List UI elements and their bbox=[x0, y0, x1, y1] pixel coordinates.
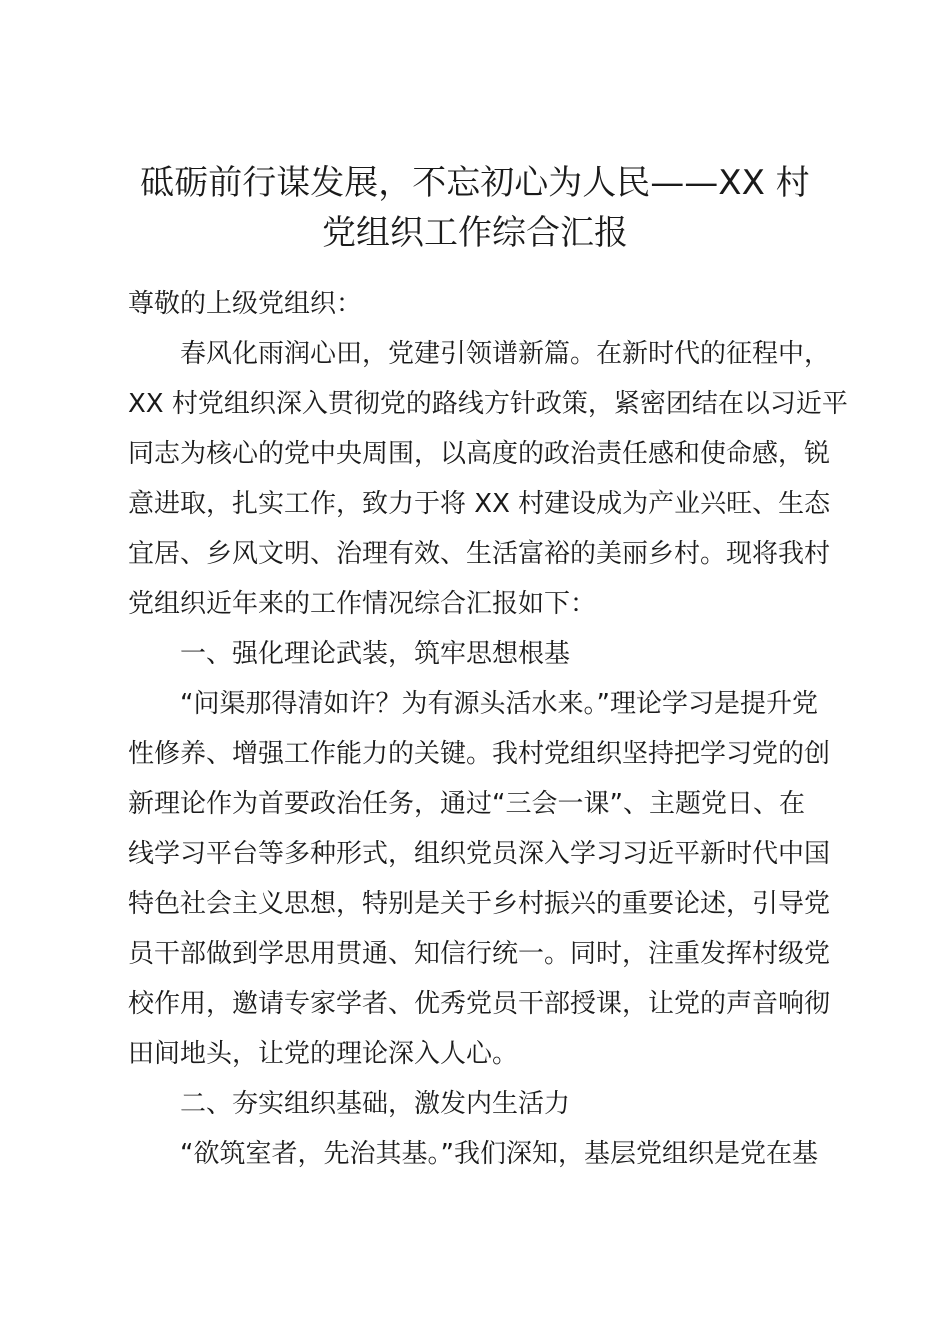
intro-line: 党组织近年来的工作情况综合汇报如下： bbox=[128, 589, 597, 619]
section-heading-2: 二、夯实组织基础，激发内生活力 bbox=[180, 1089, 571, 1119]
title-line-1: 砥砺前行谋发展，不忘初心为人民——XX 村 bbox=[140, 163, 810, 203]
section1-line: “问渠那得清如许？为有源头活水来。”理论学习是提升党 bbox=[180, 689, 818, 719]
salutation: 尊敬的上级党组织： bbox=[128, 289, 363, 319]
section1-line: 田间地头，让党的理论深入人心。 bbox=[128, 1039, 519, 1069]
section1-line: 员干部做到学思用贯通、知信行统一。同时，注重发挥村级党 bbox=[128, 939, 831, 969]
intro-line: 意进取，扎实工作，致力于将 XX 村建设成为产业兴旺、生态 bbox=[128, 489, 831, 519]
intro-line: 同志为核心的党中央周围，以高度的政治责任感和使命感，锐 bbox=[128, 439, 831, 469]
section1-line: 特色社会主义思想，特别是关于乡村振兴的重要论述，引导党 bbox=[128, 889, 831, 919]
section-heading-1: 一、强化理论武装，筑牢思想根基 bbox=[180, 639, 571, 669]
intro-line: XX 村党组织深入贯彻党的路线方针政策，紧密团结在以习近平 bbox=[128, 389, 848, 419]
intro-line: 宜居、乡风文明、治理有效、生活富裕的美丽乡村。现将我村 bbox=[128, 539, 831, 569]
intro-line: 春风化雨润心田，党建引领谱新篇。在新时代的征程中， bbox=[180, 339, 831, 369]
title-line-2: 党组织工作综合汇报 bbox=[322, 213, 628, 253]
section1-line: 校作用，邀请专家学者、优秀党员干部授课，让党的声音响彻 bbox=[128, 989, 831, 1019]
section2-line: “欲筑室者，先治其基。”我们深知，基层党组织是党在基 bbox=[180, 1139, 818, 1169]
section1-line: 新理论作为首要政治任务，通过“三会一课”、主题党日、在 bbox=[128, 789, 805, 819]
section1-line: 线学习平台等多种形式，组织党员深入学习习近平新时代中国 bbox=[128, 839, 831, 869]
document-title bbox=[100, 158, 850, 258]
section1-line: 性修养、增强工作能力的关键。我村党组织坚持把学习党的创 bbox=[128, 739, 831, 769]
